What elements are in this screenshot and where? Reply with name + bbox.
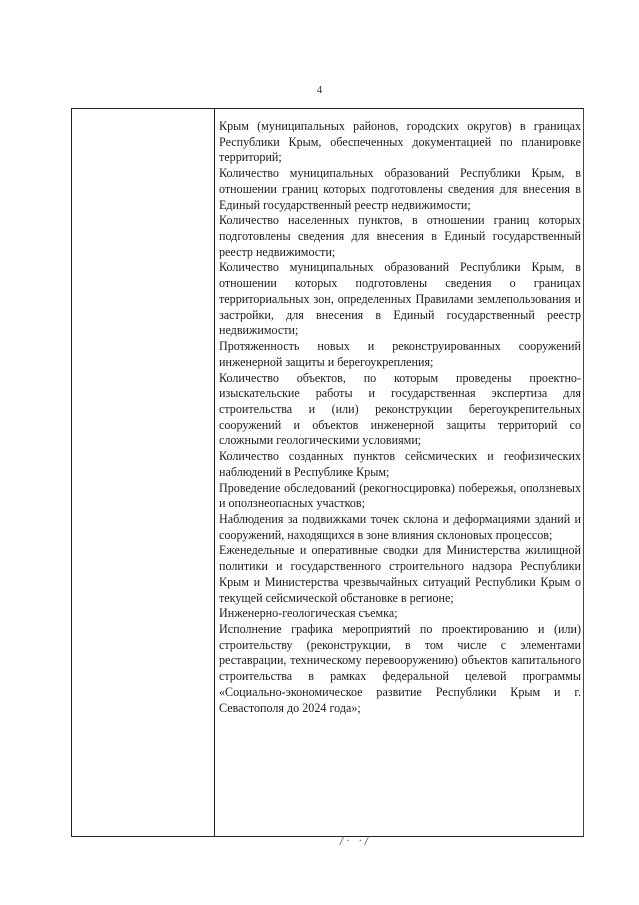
indicator-paragraph: Количество муниципальных образований Республики Крым, в отношении границ которых подготовлены сведения для внесения в Единый государственный реестр недвижимости; (219, 166, 581, 212)
indicator-paragraph: Наблюдения за подвижками точек склона и деформациями зданий и сооружений, находящихся в зоне влияния склоновых процессов; (219, 511, 581, 542)
indicator-paragraph: Количество объектов, по которым проведены проектно-изыскательские работы и государственная экспертиза для строительства и (или) реконструкции берегоукрепительных сооружений и объектов инженерной защиты территорий со сложными геологическими условиями; (219, 370, 581, 448)
indicator-paragraph: Крым (муниципальных районов, городских округов) в границах Республики Крым, обеспеченных документацией по планировке территорий; (219, 119, 581, 165)
indicator-paragraph: Количество созданных пунктов сейсмических и геофизических наблюдений в Республике Крым; (219, 449, 581, 479)
indicator-paragraph: Еженедельные и оперативные сводки для Министерства жилищной политики и государственного строительного надзора Республики Крым и Министерства чрезвычайных ситуаций Республики Крым о текущей сейсмической обстановке в регионе; (219, 543, 581, 605)
indicator-paragraph: Инженерно-геологическая съемка; (219, 606, 398, 621)
page-number: 4 (316, 84, 323, 96)
handwritten-signature-mark: /· ·/ (340, 836, 372, 847)
document-table (71, 108, 584, 837)
indicator-paragraph: Количество населенных пунктов, в отношении границ которых подготовлены сведения для внесения в Единый государственный реестр недвижимости; (219, 213, 581, 259)
table-column-divider (214, 109, 215, 836)
indicator-paragraph: Исполнение графика мероприятий по проектированию и (или) строительству (реконструкции, в том числе с элементами реставрации, техническому перевооружению) объектов капитального строительства в рамках федеральной целевой программы «Социально-экономическое развитие Республики Крым и г. Севастополя до 2024 года»; (219, 622, 581, 715)
indicator-paragraph: Протяженность новых и реконструированных сооружений инженерной защиты и берегоукрепления; (219, 339, 581, 369)
table-right-cell (219, 119, 581, 716)
indicator-paragraph: Проведение обследований (рекогносцировка) побережья, оползневых и оползнеопасных участков; (219, 480, 581, 511)
indicator-paragraph: Количество муниципальных образований Республики Крым, в отношении которых подготовлены сведения о границах территориальных зон, определенных Правилами землепользования и застройки, для внесения в Единый государственный реестр недвижимости; (219, 260, 581, 338)
